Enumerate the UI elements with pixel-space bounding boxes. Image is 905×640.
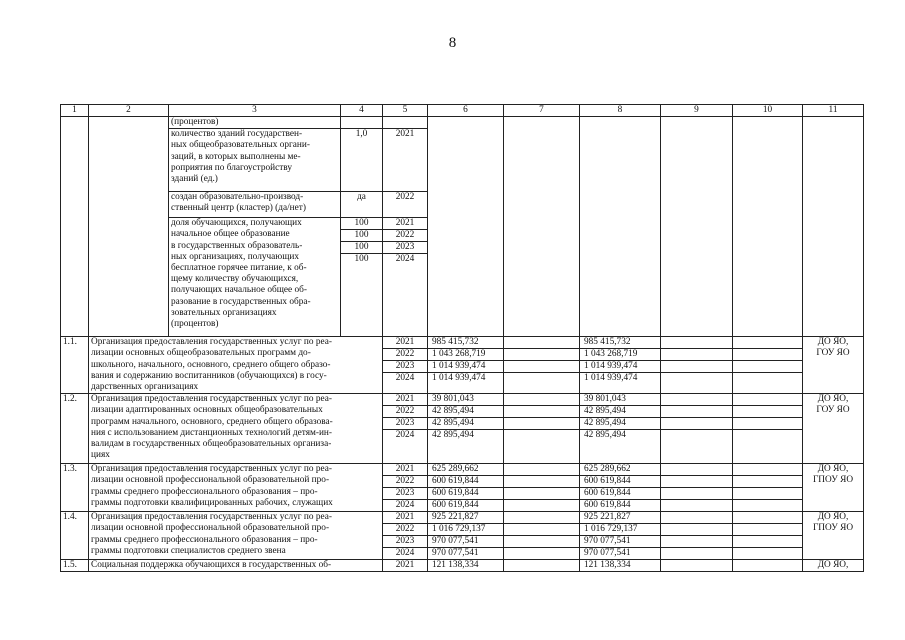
- executor: ДО ЯО, ГПОУ ЯО: [803, 464, 864, 512]
- program-table: [60, 104, 864, 572]
- year: 2023: [383, 536, 427, 548]
- table-row: [61, 464, 864, 512]
- col-header: 9: [661, 105, 733, 117]
- executor: ДО ЯО, ГПОУ ЯО: [803, 512, 864, 560]
- year: 2023: [383, 488, 427, 500]
- executor: ДО ЯО,: [803, 560, 864, 572]
- row-number: 1.1.: [61, 337, 89, 394]
- amount: 985 415,732: [580, 337, 660, 349]
- amount: 1 043 268,719: [428, 349, 503, 361]
- amount: 42 895,494: [580, 406, 660, 418]
- amount: 600 619,844: [428, 488, 503, 500]
- amount: 970 077,541: [428, 536, 503, 548]
- amount: 625 289,662: [428, 464, 503, 476]
- col-header: 10: [733, 105, 803, 117]
- amount: 600 619,844: [580, 476, 660, 488]
- col-header: 8: [580, 105, 661, 117]
- table-row: [61, 394, 864, 464]
- indicator-value: 100: [341, 242, 382, 254]
- amount: 1 016 729,137: [428, 524, 503, 536]
- row-number: 1.2.: [61, 394, 89, 464]
- year: 2021: [383, 512, 427, 524]
- event-text: Организация предоставления государственных услуг по реа- лизации основной профессиональной образовательной про- граммы среднего профессионального образования – про- граммы подготовки специалистов среднего звена: [89, 512, 383, 560]
- year: 2022: [383, 406, 427, 418]
- year: 2024: [395, 500, 415, 511]
- col-header: 1: [61, 105, 89, 117]
- event-text: Социальная поддержка обучающихся в государственных об-: [89, 560, 383, 572]
- row-number: 1.5.: [61, 560, 89, 572]
- page-number: 8: [448, 35, 457, 51]
- year: 2023: [383, 361, 427, 373]
- year: 2022: [383, 349, 427, 361]
- column-number-row: [61, 105, 864, 117]
- amount: 42 895,494: [584, 430, 626, 441]
- amount: 970 077,541: [432, 548, 479, 559]
- amount: 625 289,662: [580, 464, 660, 476]
- year: 2023: [383, 418, 427, 430]
- amount: 985 415,732: [428, 337, 503, 349]
- amount: 925 221,827: [580, 512, 660, 524]
- col-header: 6: [428, 105, 504, 117]
- amount: 42 895,494: [580, 418, 660, 430]
- col-header: 3: [169, 105, 341, 117]
- year: 2022: [383, 230, 427, 242]
- amount: 925 221,827: [428, 512, 503, 524]
- year: 2021: [383, 464, 427, 476]
- col-header: 7: [504, 105, 580, 117]
- amount: 970 077,541: [580, 536, 660, 548]
- amount: 39 801,043: [428, 394, 503, 406]
- col-header: 5: [383, 105, 428, 117]
- amount: 600 619,844: [580, 488, 660, 500]
- amount: 600 619,844: [428, 476, 503, 488]
- year: 2021: [383, 129, 428, 192]
- amount: 121 138,334: [428, 560, 504, 572]
- table-row: [61, 560, 864, 572]
- year: 2024: [395, 430, 415, 441]
- event-text: Организация предоставления государственных услуг по реа- лизации основной профессиональной образовательной про- граммы среднего профессионального образования – про- граммы подготовки квалифицированных рабочих, служащих: [89, 464, 383, 512]
- year: 2022: [383, 192, 428, 218]
- col-header: 4: [341, 105, 383, 117]
- table-row: [61, 337, 864, 394]
- indicator-value: 100: [341, 218, 382, 230]
- indicator-text: создан образовательно-производ- ственный центр (кластер) (да/нет): [169, 192, 341, 218]
- year: 2024: [395, 254, 415, 265]
- amount: 1 016 729,137: [580, 524, 660, 536]
- col-header: 11: [803, 105, 864, 117]
- year: 2021: [383, 337, 427, 349]
- event-text: Организация предоставления государственных услуг по реа- лизации адаптированных основных общеобразовательных программ начального, основного, среднего общего образова- ния с использованием дистанционных технологий детям-ин- валидам в государственных общеобразовательных организа- циях: [89, 394, 383, 464]
- amount: 42 895,494: [428, 418, 503, 430]
- amount: 1 014 939,474: [584, 373, 638, 384]
- table-row: [61, 117, 864, 129]
- col-header: 2: [89, 105, 169, 117]
- amount: 1 043 268,719: [580, 349, 660, 361]
- amount: 39 801,043: [580, 394, 660, 406]
- year: 2022: [383, 524, 427, 536]
- year: 2023: [383, 242, 427, 254]
- amount: 42 895,494: [432, 430, 474, 441]
- indicator-value: 1,0: [341, 129, 383, 192]
- amount: 600 619,844: [584, 500, 631, 511]
- amount: 1 014 939,474: [580, 361, 660, 373]
- amount: 42 895,494: [428, 406, 503, 418]
- amount: 1 014 939,474: [428, 361, 503, 373]
- year: 2021: [383, 218, 427, 230]
- indicator-text: количество зданий государствен- ных общеобразовательных органи- заций, в которых выполнены ме- роприятия по благоустройству зданий (ед.): [169, 129, 341, 192]
- year: 2021: [383, 394, 427, 406]
- indicator-value: 100: [354, 254, 369, 265]
- indicator-text: (процентов): [169, 117, 341, 129]
- indicator-text: доля обучающихся, получающих начальное общее образование в государственных образователь- ных организациях, получающих бесплатное горячее питание, к об- щему количеству обучающихся, получающих начальное общее об- разование в государственных обра- зовательных организациях (процентов): [169, 218, 341, 337]
- executor: ДО ЯО, ГОУ ЯО: [803, 337, 864, 394]
- amount: 600 619,844: [432, 500, 479, 511]
- amount: 121 138,334: [580, 560, 661, 572]
- indicator-value: да: [341, 192, 383, 218]
- table-row: [61, 512, 864, 560]
- indicator-value: 100: [341, 230, 382, 242]
- row-number: 1.4.: [61, 512, 89, 560]
- row-number: 1.3.: [61, 464, 89, 512]
- year: 2024: [395, 373, 415, 384]
- year: 2021: [383, 560, 428, 572]
- amount: 970 077,541: [584, 548, 631, 559]
- executor: ДО ЯО, ГОУ ЯО: [803, 394, 864, 464]
- amount: 1 014 939,474: [432, 373, 486, 384]
- year: 2024: [395, 548, 415, 559]
- event-text: Организация предоставления государственных услуг по реа- лизации основных общеобразовательных программ до- школьного, начального, основного, среднего общего образо- вания и содержанию воспитанников (обучающихся) в госу- дарственных организациях: [89, 337, 383, 394]
- year: 2022: [383, 476, 427, 488]
